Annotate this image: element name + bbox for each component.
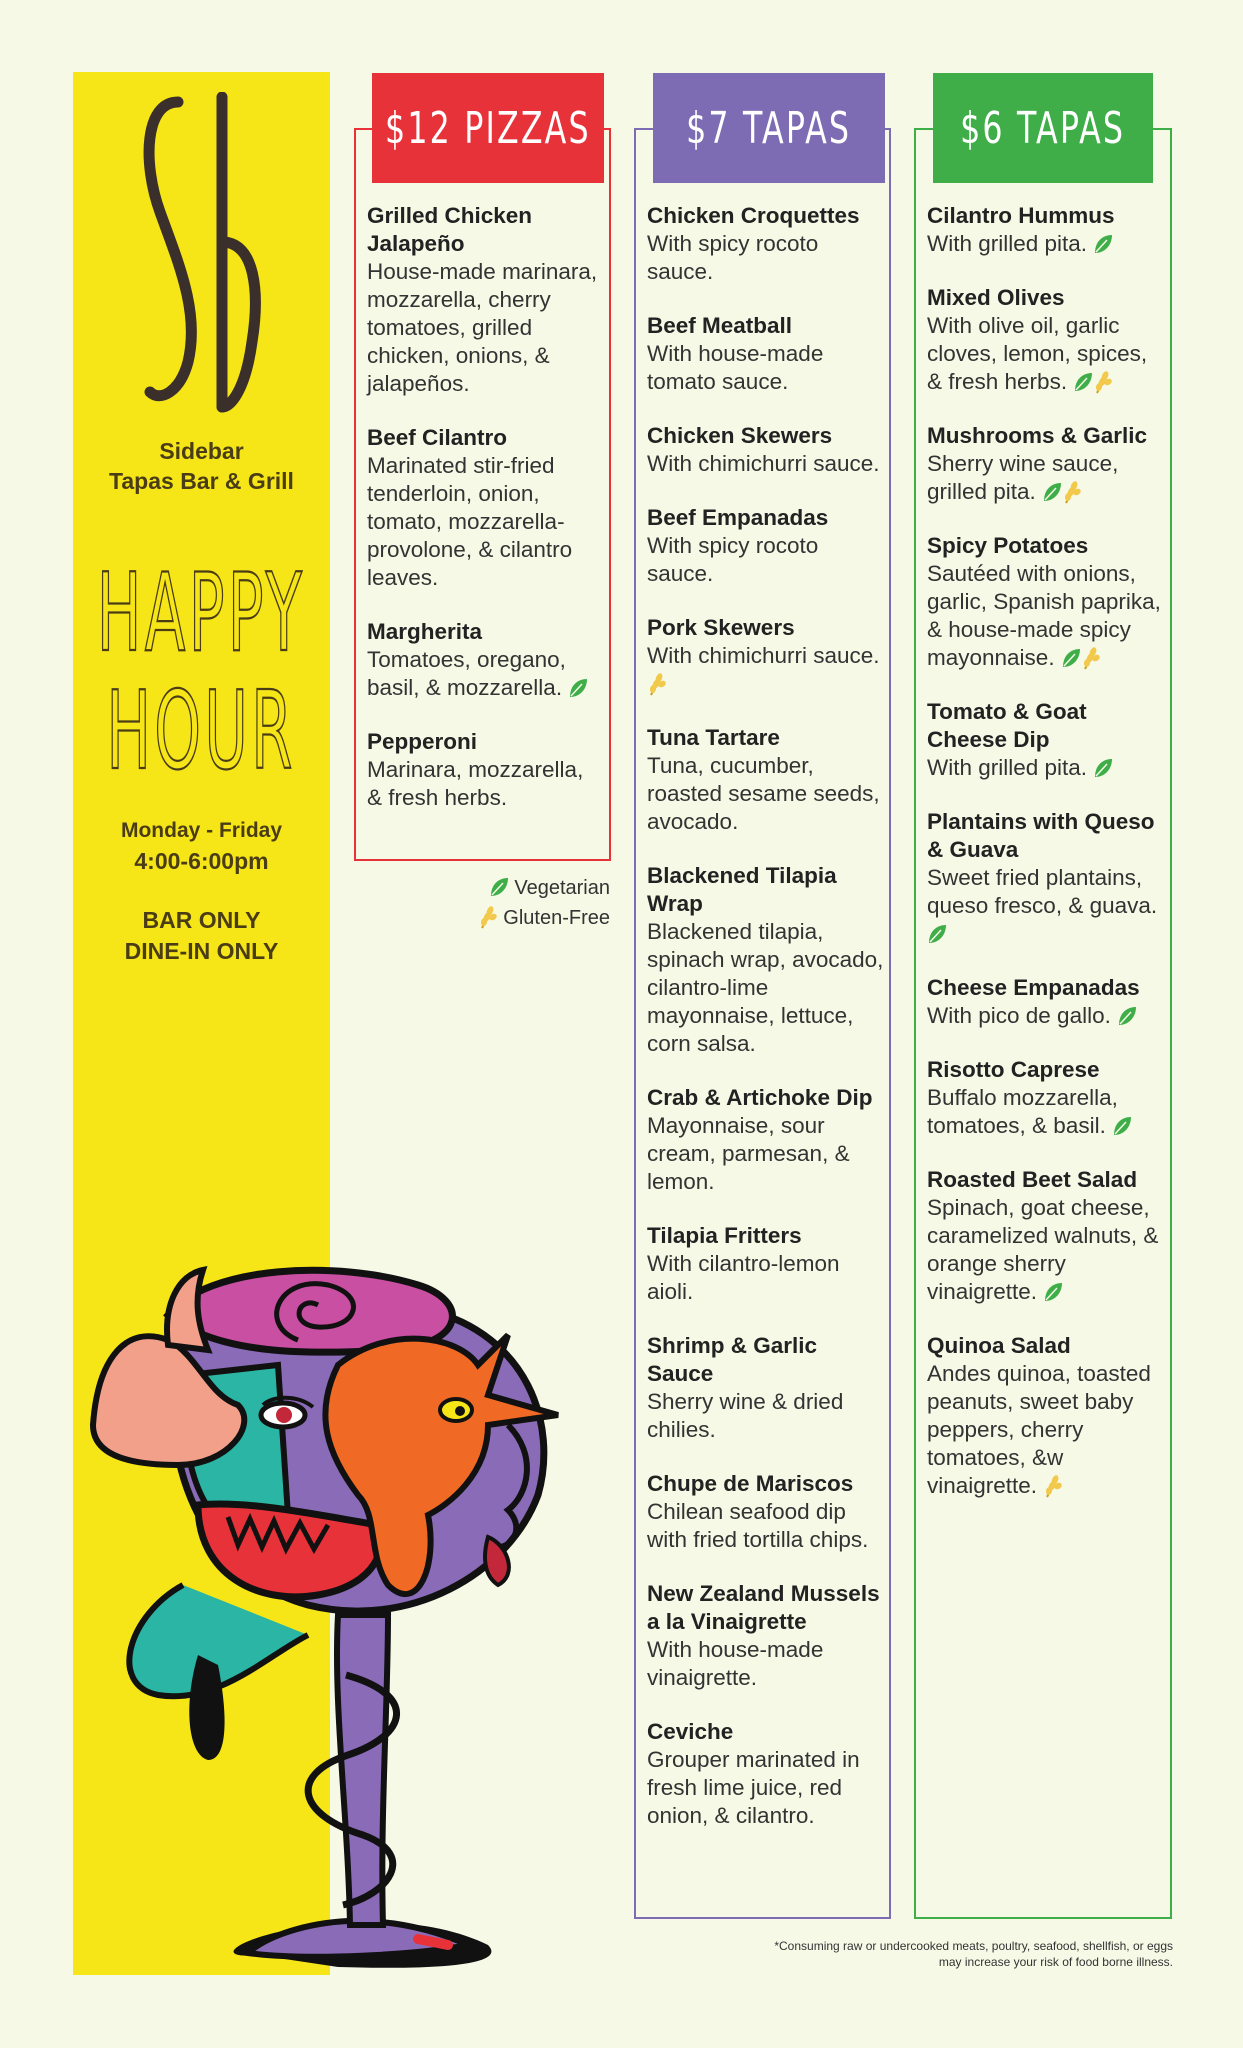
menu-item [927, 202, 1167, 258]
menu-item-description-text: With chimichurri sauce. [647, 451, 880, 476]
menu-item-description-text: Buffalo mozzarella, tomatoes, & basil. [927, 1085, 1118, 1138]
menu-item-description-text: Sweet fried plantains, queso fresco, & guava. [927, 865, 1158, 918]
hour-text: HOUR [106, 667, 296, 780]
menu-item-description [647, 532, 887, 588]
menu-item-name: Blackened Tilapia Wrap [647, 863, 837, 916]
menu-item-description [647, 340, 887, 396]
wheat-icon [647, 672, 667, 696]
pizzas-heading-text: $12 PIZZAS [385, 102, 591, 154]
brand-name-line2: Tapas Bar & Grill [109, 468, 294, 494]
menu-item-description [647, 450, 887, 478]
tapas7-heading-text: $7 TAPAS [686, 102, 852, 154]
menu-item-description [367, 452, 604, 592]
legend-gluten-free [468, 903, 610, 933]
schedule-time: 4:00-6:00pm [134, 848, 269, 874]
menu-item [647, 1470, 887, 1554]
menu-item-description-text: With house-made vinaigrette. [647, 1637, 824, 1690]
happy-hour-title [73, 540, 330, 780]
menu-item [927, 974, 1167, 1030]
leaf-icon [1073, 371, 1093, 393]
menu-item-name: Spicy Potatoes [927, 533, 1089, 558]
menu-item-description-text: House-made marinara, mozzarella, cherry tomatoes, grilled chicken, onions, & jalapeños. [367, 259, 598, 396]
menu-item-description [927, 560, 1167, 672]
menu-item-name: Chupe de Mariscos [647, 1471, 854, 1496]
menu-item [927, 698, 1167, 782]
menu-item-description [927, 1360, 1167, 1500]
tapas6-list [927, 202, 1167, 1526]
leaf-icon [1043, 1281, 1063, 1303]
menu-item-description-text: With spicy rocoto sauce. [647, 231, 819, 284]
menu-item-description-text: With house-made tomato sauce. [647, 341, 824, 394]
menu-item [927, 1166, 1167, 1306]
leaf-icon [1093, 233, 1113, 255]
menu-item-description [647, 1746, 887, 1830]
menu-item [367, 202, 604, 398]
menu-item [647, 422, 887, 478]
menu-item-name: Tuna Tartare [647, 725, 780, 750]
leaf-icon [1042, 481, 1062, 503]
menu-item-description [927, 450, 1167, 506]
diet-legend [468, 873, 610, 933]
restriction-dine-in: DINE-IN ONLY [124, 938, 279, 964]
menu-item [647, 312, 887, 396]
sidebar-logo [130, 92, 270, 422]
menu-item-description [647, 230, 887, 286]
wheat-icon [1043, 1474, 1063, 1498]
menu-item-description-text: With pico de gallo. [927, 1003, 1111, 1028]
menu-item-description-text: Chilean seafood dip with fried tortilla chips. [647, 1499, 869, 1552]
menu-item-description [927, 230, 1167, 258]
menu-item-description-text: Spinach, goat cheese, caramelized walnuts, & orange sherry vinaigrette. [927, 1195, 1159, 1304]
menu-item [927, 284, 1167, 396]
leaf-icon [1093, 757, 1113, 779]
menu-item-name: Tomato & Goat Cheese Dip [927, 699, 1087, 752]
leaf-icon [1117, 1005, 1137, 1027]
menu-item-name: Mixed Olives [927, 285, 1065, 310]
menu-item-name: Roasted Beet Salad [927, 1167, 1138, 1192]
tapas6-heading-text: $6 TAPAS [960, 102, 1126, 154]
menu-item-name: Beef Empanadas [647, 505, 829, 530]
schedule [73, 816, 330, 876]
menu-item-description-text: Andes quinoa, toasted peanuts, sweet baby peppers, cherry tomatoes, &w vinaigrette. [927, 1361, 1151, 1498]
menu-item-description-text: Sautéed with onions, garlic, Spanish paprika, & house-made spicy mayonnaise. [927, 561, 1161, 670]
menu-item [647, 504, 887, 588]
menu-item [647, 862, 887, 1058]
tapas7-list [647, 202, 887, 1856]
menu-item [927, 532, 1167, 672]
menu-item-name: Plantains with Queso & Guava [927, 809, 1155, 862]
menu-item-name: Pepperoni [367, 729, 478, 754]
menu-item-description-text: With spicy rocoto sauce. [647, 533, 819, 586]
menu-item-description-text: Tuna, cucumber, roasted sesame seeds, avocado. [647, 753, 880, 834]
pizzas-list [367, 202, 604, 838]
footnote-line2: may increase your risk of food borne illness. [938, 1955, 1173, 1969]
menu-item-description [927, 1002, 1167, 1030]
menu-item-name: Ceviche [647, 1719, 734, 1744]
menu-item-name: Grilled Chicken Jalapeño [367, 203, 533, 256]
menu-item [367, 424, 604, 592]
restriction-bar-only: BAR ONLY [142, 907, 261, 933]
tapas7-heading [653, 73, 885, 183]
menu-item-description-text: Marinara, mozzarella, & fresh herbs. [367, 757, 584, 810]
leaf-icon [1112, 1115, 1132, 1137]
menu-item-description-text: With cilantro-lemon aioli. [647, 1251, 840, 1304]
menu-item-name: Cilantro Hummus [927, 203, 1115, 228]
menu-item-description [647, 1498, 887, 1554]
menu-item-description-text: With olive oil, garlic cloves, lemon, spices, & fresh herbs. [927, 313, 1148, 394]
menu-item-name: Pork Skewers [647, 615, 795, 640]
menu-item-description-text: With chimichurri sauce. [647, 643, 880, 668]
happy-text: HAPPY [96, 549, 306, 677]
menu-item-name: Chicken Skewers [647, 423, 833, 448]
legend-gluten-free-label: Gluten-Free [503, 907, 610, 929]
menu-item-name: Beef Cilantro [367, 425, 508, 450]
menu-item-description-text: Grouper marinated in fresh lime juice, red onion, & cilantro. [647, 1747, 860, 1828]
menu-item-description [647, 752, 887, 836]
menu-item [647, 1580, 887, 1692]
leaf-icon [1061, 647, 1081, 669]
menu-item-description [647, 1112, 887, 1196]
menu-item-name: Chicken Croquettes [647, 203, 860, 228]
restaurant-name [73, 436, 330, 496]
menu-item-description [647, 642, 887, 698]
menu-item-description [927, 864, 1167, 948]
food-safety-footnote [640, 1938, 1173, 1970]
menu-item-name: New Zealand Mussels a la Vinaigrette [647, 1581, 880, 1634]
brand-name-line1: Sidebar [159, 438, 244, 464]
menu-item-description [927, 1084, 1167, 1140]
menu-item-description [647, 1250, 887, 1306]
menu-item-name: Mushrooms & Garlic [927, 423, 1148, 448]
menu-item [647, 614, 887, 698]
legend-vegetarian-label: Vegetarian [514, 877, 610, 899]
menu-item-description [927, 1194, 1167, 1306]
menu-item [927, 1332, 1167, 1500]
footnote-line1: *Consuming raw or undercooked meats, poultry, seafood, shellfish, or eggs [774, 1939, 1173, 1953]
menu-item-description-text: Marinated stir-fried tenderloin, onion, tomato, mozzarella-provolone, & cilantro leaves. [367, 453, 573, 590]
menu-item-description [367, 258, 604, 398]
menu-item-name: Cheese Empanadas [927, 975, 1140, 1000]
menu-item-name: Tilapia Fritters [647, 1223, 802, 1248]
menu-item [927, 1056, 1167, 1140]
menu-item-description [927, 754, 1167, 782]
menu-item [647, 202, 887, 286]
menu-item-description-text: Mayonnaise, sour cream, parmesan, & lemon. [647, 1113, 850, 1194]
menu-item-name: Margherita [367, 619, 483, 644]
menu-item [647, 1222, 887, 1306]
menu-item-description [367, 646, 604, 702]
menu-item-description [367, 756, 604, 812]
menu-item-description [647, 918, 887, 1058]
menu-item [647, 1084, 887, 1196]
menu-item-name: Shrimp & Garlic Sauce [647, 1333, 818, 1386]
wine-glass-face-illustration [88, 1255, 608, 1977]
menu-item [927, 422, 1167, 506]
wheat-icon [1093, 370, 1113, 394]
menu-item-name: Crab & Artichoke Dip [647, 1085, 873, 1110]
menu-item [647, 1332, 887, 1444]
menu-item [927, 808, 1167, 948]
legend-vegetarian [468, 873, 610, 903]
leaf-icon [927, 923, 947, 945]
menu-item [647, 724, 887, 836]
menu-item-name: Beef Meatball [647, 313, 793, 338]
menu-item [367, 618, 604, 702]
menu-item-description-text: With grilled pita. [927, 755, 1088, 780]
menu-item-name: Risotto Caprese [927, 1057, 1100, 1082]
menu-item [367, 728, 604, 812]
schedule-days: Monday - Friday [120, 819, 283, 842]
menu-item-description [647, 1388, 887, 1444]
leaf-icon [489, 876, 509, 898]
menu-item-description-text: With grilled pita. [927, 231, 1088, 256]
wheat-icon [1062, 480, 1082, 504]
wheat-icon [1081, 646, 1101, 670]
wheat-icon [478, 905, 498, 929]
menu-item-description [647, 1636, 887, 1692]
menu-item-description-text: Sherry wine sauce, grilled pita. [927, 451, 1119, 504]
menu-item-name: Quinoa Salad [927, 1333, 1071, 1358]
menu-item-description [927, 312, 1167, 396]
menu-item-description-text: Blackened tilapia, spinach wrap, avocado, cilantro-lime mayonnaise, lettuce, corn salsa. [647, 919, 884, 1056]
menu-item-description-text: Tomatoes, oregano, basil, & mozzarella. [367, 647, 566, 700]
menu-item-description-text: Sherry wine & dried chilies. [647, 1389, 844, 1442]
tapas6-heading [933, 73, 1153, 183]
restrictions [73, 905, 330, 967]
leaf-icon [568, 677, 588, 699]
menu-item [647, 1718, 887, 1830]
pizzas-heading [372, 73, 604, 183]
